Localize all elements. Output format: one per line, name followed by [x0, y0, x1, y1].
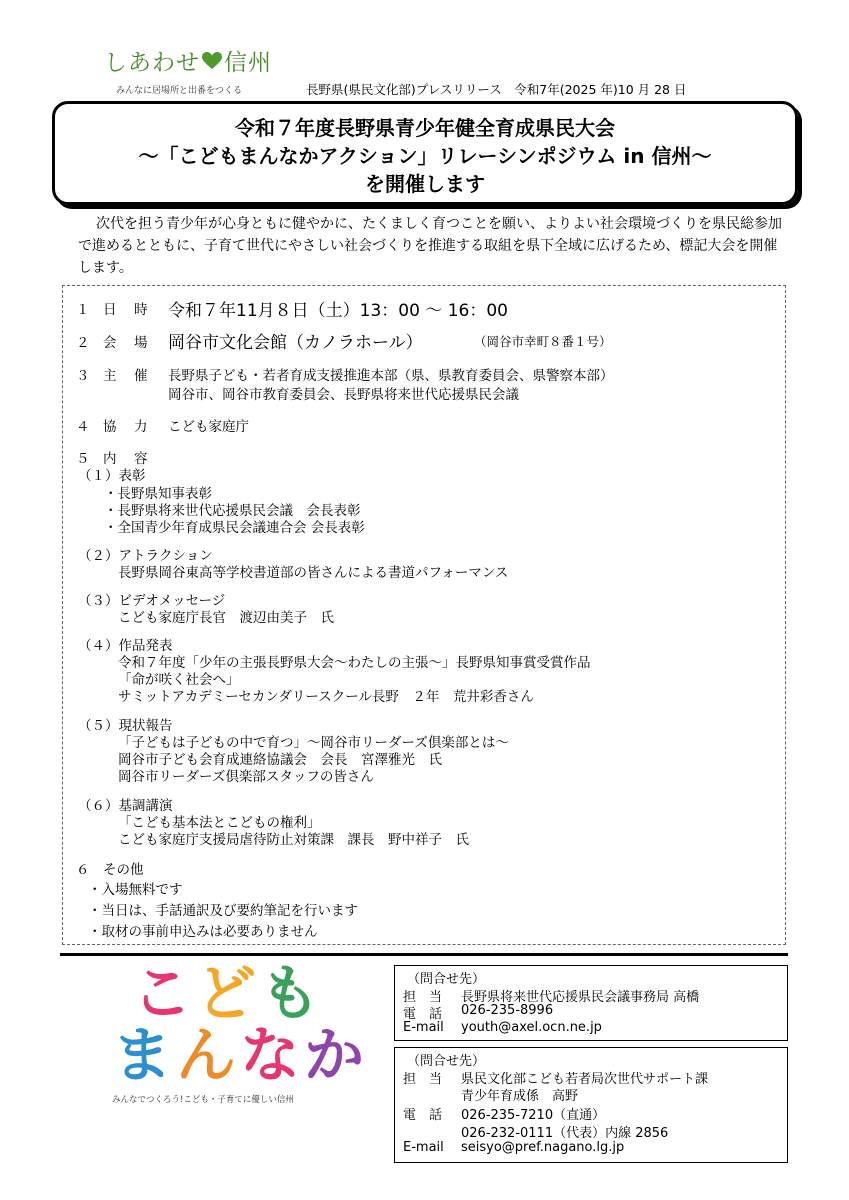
section-1-line-3: ・全国青少年育成県民会議連合会 会長表彰: [104, 520, 365, 536]
item-label-other: その他: [103, 862, 144, 878]
section-6-heading: （６）基調講演: [78, 798, 173, 814]
section-5-line-3: 岡谷市リーダーズ倶楽部スタッフの皆さん: [118, 769, 374, 785]
logo-char-do: ど: [196, 959, 260, 1029]
item-num-5: ５: [76, 451, 90, 467]
item-value-venue: 岡谷市文化会館（カノラホール）: [168, 333, 423, 353]
title-box: [52, 101, 798, 205]
item-num-1: １: [76, 302, 90, 318]
item-num-2: ２: [76, 335, 90, 351]
contact-1-label-tel: 電 話: [403, 1007, 443, 1022]
item-label-support: 協 力: [103, 419, 150, 435]
item-label-host: 主 催: [103, 368, 150, 384]
logo-char-ka: か: [304, 1021, 368, 1091]
shiawase-shinshu-logo: [104, 44, 272, 96]
item-label-venue: 会 場: [103, 335, 150, 351]
contact-box-1: [394, 965, 788, 1041]
other-bullet-1: ・入場無料です: [88, 882, 183, 898]
item-label-datetime: 日 時: [103, 302, 150, 318]
item-host-line-1: 長野県子ども・若者育成支援推進本部（県、県教育委員会、県警察本部）: [168, 368, 614, 384]
item-num-3: ３: [76, 368, 90, 384]
contact-1-heading: （問合せ先）: [407, 972, 486, 987]
contact-1-label-email: E-mail: [403, 1020, 444, 1035]
section-3-line-1: こども家庭庁長官 渡辺由美子 氏: [118, 610, 334, 626]
section-4-line-1: 令和７年度「少年の主張長野県大会～わたしの主張～」長野県知事賞受賞作品: [118, 655, 591, 671]
section-6-line-1: 「こども基本法とこどもの権利」: [118, 815, 321, 831]
kodomo-mannaka-logo: [112, 959, 368, 1105]
item-label-content: 内 容: [103, 451, 150, 467]
contact-2-person: 県民文化部こども若者局次世代サポート課: [461, 1072, 709, 1087]
logo-text-left: しあわせ: [104, 50, 200, 76]
contact-2-tel: 026-235-7210（直通）: [461, 1108, 606, 1123]
section-4-line-2: 「命が咲く社会へ」: [118, 672, 240, 688]
section-4-heading: （４）作品発表: [78, 638, 173, 654]
section-3-heading: （３）ビデオメッセージ: [78, 593, 226, 609]
section-2-heading: （２）アトラクション: [78, 548, 213, 564]
title-line-3: を開催します: [365, 172, 485, 196]
item-host-line-2: 岡谷市、岡谷市教育委員会、長野県将来世代応援県民会議: [168, 387, 519, 403]
contact-2-label-email: E-mail: [403, 1140, 444, 1155]
contact-2-label-person: 担 当: [403, 1072, 443, 1087]
section-1-line-2: ・長野県将来世代応援県民会議 会長表彰: [104, 503, 361, 519]
section-1-line-1: ・長野県知事表彰: [104, 486, 212, 502]
section-5-line-1: 「子どもは子どもの中で育つ」～岡谷市リーダーズ倶楽部とは～: [118, 735, 509, 751]
section-5-line-2: 岡谷市子ども会育成連絡協議会 会長 宮澤雅光 氏: [118, 752, 442, 768]
logo-char-ma: ま: [112, 1021, 176, 1091]
contact-2-email[interactable]: seisyo@pref.nagano.lg.jp: [461, 1140, 625, 1155]
contact-2-heading: （問合せ先）: [407, 1054, 486, 1069]
item-num-4: ４: [76, 419, 90, 435]
footer-divider: [60, 953, 788, 956]
contact-box-2: [394, 1047, 788, 1163]
section-6-line-2: こども家庭庁支援局虐待防止対策課 課長 野中祥子 氏: [118, 832, 469, 848]
section-2-line-1: 長野県岡谷東高等学校書道部の皆さんによる書道パフォーマンス: [118, 565, 509, 581]
contact-1-label-person: 担 当: [403, 990, 443, 1005]
item-venue-address: （岡谷市幸町８番１号）: [474, 334, 612, 349]
contact-2-label-tel: 電 話: [403, 1108, 443, 1123]
contact-1-email[interactable]: youth@axel.ocn.ne.jp: [461, 1020, 602, 1035]
logo-char-na: な: [240, 1021, 304, 1091]
intro-paragraph: 次代を担う青少年が心身ともに健やかに、たくましく育つことを願い、よりよい社会環境づくりを県民総参加で進めるとともに、子育て世代にやさしい社会づくりを推進する取組を県下全域に広げるため、標記大会を開催します。: [78, 216, 782, 276]
other-bullet-2: ・当日は、手話通訳及び要約筆記を行います: [88, 903, 358, 919]
section-1-heading: （１）表彰: [78, 468, 146, 484]
contact-1-tel: 026-235-8996: [461, 1003, 554, 1018]
title-line-1: 令和７年度長野県青少年健全育成県民大会: [235, 116, 615, 140]
logo-char-mo: も: [260, 959, 324, 1029]
item-value-support: こども家庭庁: [168, 419, 249, 435]
item-value-datetime: 令和７年11月８日（土）13：00 ～ 16：00: [168, 301, 508, 321]
kodomo-logo-tagline: みんなでつくろう!こども・子育てに優しい信州: [112, 1095, 294, 1105]
section-4-line-3: サミットアカデミーセカンダリースクール長野 ２年 荒井彩香さん: [118, 689, 534, 705]
contact-2-person-2: 青少年育成係 高野: [461, 1089, 579, 1104]
section-5-heading: （５）現状報告: [78, 718, 173, 734]
item-num-6: ６: [76, 862, 90, 878]
heart-icon: [202, 52, 222, 70]
logo-text-right: 信州: [224, 50, 272, 76]
other-bullet-3: ・取材の事前申込みは必要ありません: [88, 924, 318, 940]
logo-char-ko: こ: [132, 959, 196, 1029]
title-line-2: ～「こどもまんなかアクション」リレーシンポジウム in 信州～: [138, 144, 712, 168]
contact-1-person: 長野県将来世代応援県民会議事務局 高橋: [461, 990, 700, 1005]
logo-char-n: ん: [176, 1021, 240, 1091]
contact-2-tel-2: 026-232-0111（代表）内線 2856: [461, 1126, 669, 1141]
logo-tagline: みんなに居場所と出番をつくる: [116, 86, 243, 96]
press-release-line: 長野県(県民文化部)プレスリリース 令和7年(2025 年)10 月 28 日: [306, 82, 687, 97]
